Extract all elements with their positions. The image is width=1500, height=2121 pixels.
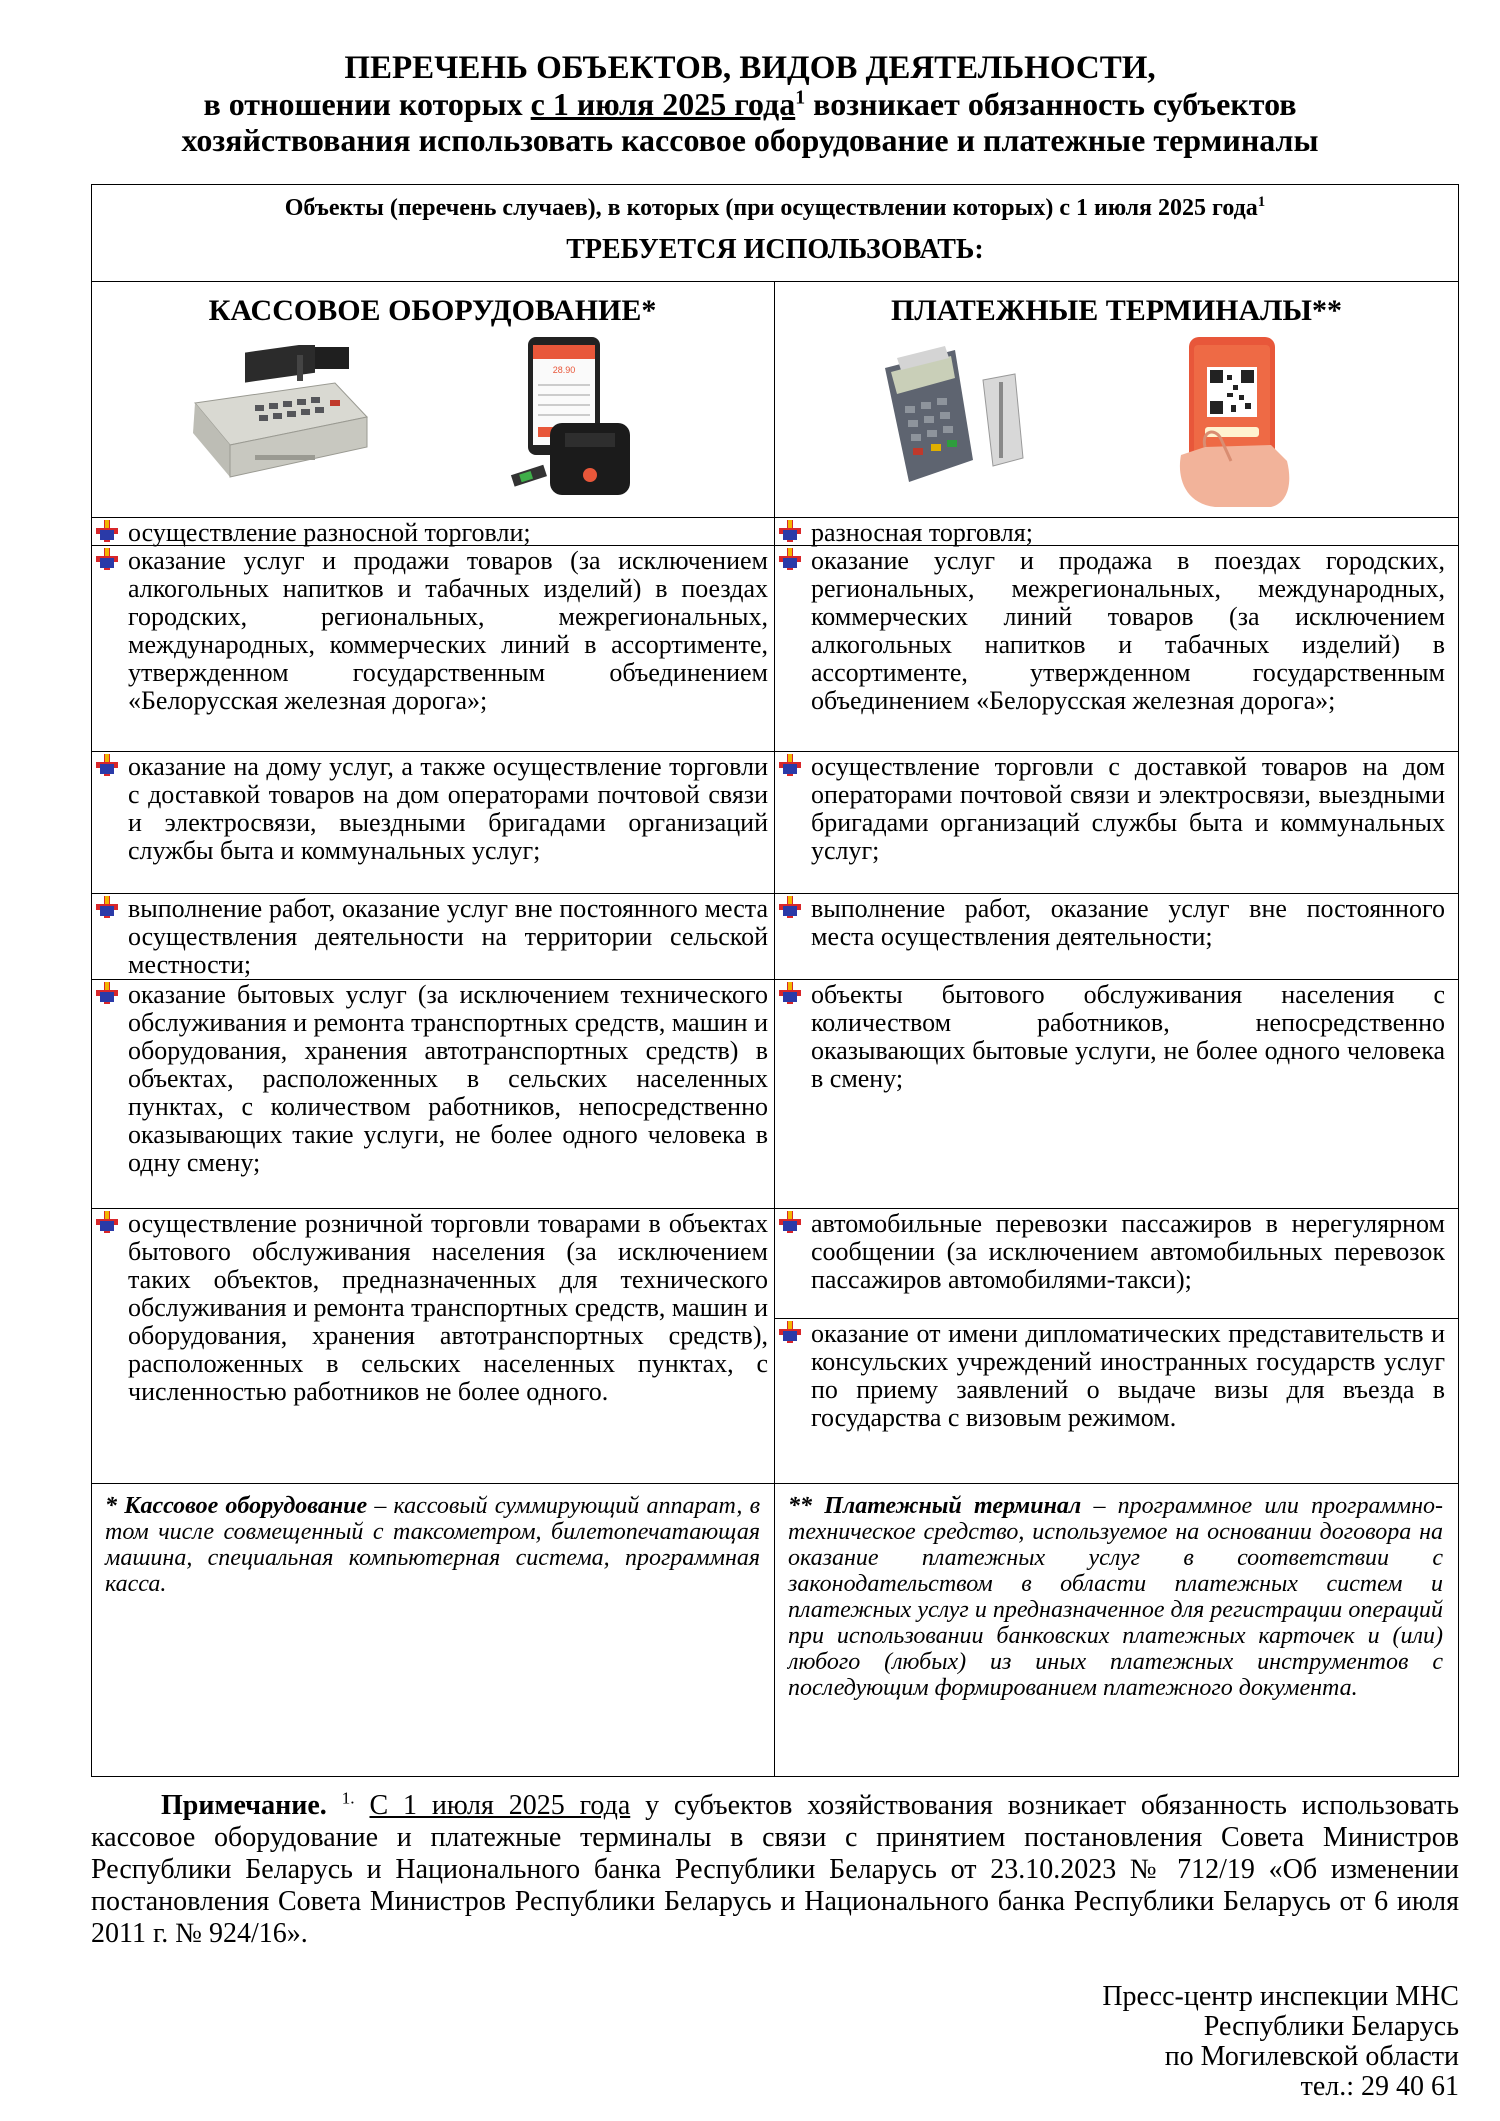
list-marker-icon — [96, 520, 118, 542]
right-item-text: разносная торговля; — [811, 518, 1033, 547]
signature-block — [1102, 1982, 1459, 2102]
cash-register-image — [185, 345, 375, 485]
footnote-text: – кассовый суммирующий аппарат, в том числе совмещенный с таксометром, билетопечатающая машина, специальная компьютерная система, программная касса. — [105, 1493, 760, 1597]
right-list-item — [774, 751, 1459, 865]
list-marker-icon — [779, 1321, 801, 1343]
signature-line: Республики Беларусь — [1203, 2011, 1459, 2042]
table-header-line-2: ТРЕБУЕТСЯ ИСПОЛЬЗОВАТЬ: — [566, 234, 984, 265]
list-marker-icon — [779, 1211, 801, 1233]
list-marker-icon — [96, 896, 118, 918]
footnote-term: ** Платежный терминал — [788, 1493, 1082, 1519]
right-list-item — [774, 1318, 1459, 1432]
title-line-1: ПЕРЕЧЕНЬ ОБЪЕКТОВ, ВИДОВ ДЕЯТЕЛЬНОСТИ, — [344, 50, 1156, 86]
document-title — [0, 50, 1500, 158]
remark-footnote-ref: 1. — [341, 1788, 355, 1808]
right-item-text: объекты бытового обслуживания населения с количеством работников, непосредственно оказывающих бытовые услуги, не более одного человека в смену; — [811, 980, 1445, 1093]
right-list-item — [774, 545, 1459, 715]
left-row-divider — [91, 1483, 774, 1484]
mobile-receipt-printer-image — [510, 335, 635, 500]
footnote-text: – программное или программно-техническое средство, используемое на основании договора на оказание платежных услуг в соответствии с законодательством в области платежных систем и платежных услуг и предназначенное для регистрации операций при использовании банковских платежных карточек и (или) любого (любых) из иных платежных инструментов с последующим формированием платежного документа. — [788, 1493, 1443, 1701]
table-header-footnote-ref: 1 — [1257, 194, 1266, 210]
right-list-item — [774, 979, 1459, 1093]
left-item-text: оказание на дому услуг, а также осуществление торговли с доставкой товаров на дом операторами почтовой связи и электросвязи, выездными бригадами организаций службы быта и коммунальных услуг; — [128, 752, 768, 865]
left-list-item — [91, 751, 774, 865]
remark-paragraph — [91, 1790, 1459, 1950]
list-marker-icon — [96, 548, 118, 570]
left-item-text: оказание услуг и продажи товаров (за исключением алкогольных напитков и табачных изделий) в поездах городских, региональных, межрегиональных, международных, коммерческих линий в ассортименте, утвержденном государственным объединением «Белорусская железная дорога»; — [128, 546, 768, 715]
left-list-item — [91, 893, 774, 979]
footnote-cash-equipment — [105, 1493, 760, 1597]
left-list-item — [91, 545, 774, 715]
signature-line: Пресс-центр инспекции МНС — [1102, 1981, 1459, 2012]
left-item-text: выполнение работ, оказание услуг вне постоянного места осуществления деятельности на территории сельской местности; — [128, 894, 768, 979]
column-title-cash-equipment: КАССОВОЕ ОБОРУДОВАНИЕ* — [208, 294, 657, 327]
qr-payment-phone-image — [1175, 335, 1295, 510]
title-line-3: хозяйствования использовать кассовое оборудование и платежные терминалы — [181, 122, 1319, 158]
left-item-text: оказание бытовых услуг (за исключением технического обслуживания и ремонта транспортных средств, машин и оборудования, хранения автотранспортных средств) в объектах, расположенных в сельских населенных пунктах, с количеством работников, непосредственно оказывающих такие услуги, не более одного человека в одну смену; — [128, 980, 768, 1177]
list-marker-icon — [779, 754, 801, 776]
remark-text: у субъектов хозяйствования возникает обязанность использовать кассовое оборудование и платежные терминалы в связи с принятием постановления Совета Министров Республики Беларусь и Национального банка Республики Беларусь от 23.10.2023 № 712/19 «Об изменении постановления Совета Министров Республики Беларусь и Национального банка Республики Беларусь от 6 июля 2011 г. № 924/16». — [91, 1790, 1460, 1949]
table-divider-header — [91, 281, 1459, 282]
list-marker-icon — [779, 520, 801, 542]
title-date: с 1 июля 2025 года — [530, 86, 796, 122]
footnote-term: * Кассовое оборудование — [105, 1493, 368, 1519]
left-list-item — [91, 517, 774, 547]
phone-screen-amount: 28.90 — [552, 365, 576, 375]
right-list-item — [774, 893, 1459, 951]
left-list-item — [91, 1208, 774, 1406]
title-line-2 — [0, 86, 1500, 122]
remark-date: С 1 июля 2025 года — [369, 1790, 631, 1821]
right-item-text: оказание услуг и продажа в поездах городских, региональных, межрегиональных, международных, коммерческих линий товаров (за исключением алкогольных напитков и табачных изделий) в ассортименте, утвержденном государственным объединением «Белорусская железная дорога»; — [811, 546, 1445, 715]
list-marker-icon — [779, 896, 801, 918]
right-list-item — [774, 517, 1459, 547]
title-footnote-ref: 1 — [795, 86, 806, 109]
table-header-line-1 — [91, 195, 1459, 222]
right-item-text: автомобильные перевозки пассажиров в нерегулярном сообщении (за исключением автомобильных перевозок пассажиров автомобилями-такси); — [811, 1209, 1445, 1294]
right-item-text: осуществление торговли с доставкой товаров на дом операторами почтовой связи и электросвязи, выездными бригадами организаций службы быта и коммунальных услуг; — [811, 752, 1445, 865]
column-title-payment-terminals: ПЛАТЕЖНЫЕ ТЕРМИНАЛЫ** — [891, 294, 1342, 327]
footnote-payment-terminal — [788, 1493, 1443, 1701]
right-row-divider — [774, 1483, 1459, 1484]
left-item-text: осуществление разносной торговли; — [128, 518, 531, 547]
left-item-text: осуществление розничной торговли товарами в объектах бытового обслуживания населения (за исключением таких объектов, предназначенных для технического обслуживания и ремонта транспортных средств, машин и оборудования, хранения автотранспортных средств), расположенных в сельских населенных пунктах, с численностью работников не более одного. — [128, 1209, 768, 1406]
list-marker-icon — [96, 1211, 118, 1233]
list-marker-icon — [96, 754, 118, 776]
right-list-item — [774, 1208, 1459, 1294]
table-header-text: Объекты (перечень случаев), в которых (при осуществлении которых) с 1 июля 2025 года — [284, 195, 1258, 221]
list-marker-icon — [779, 548, 801, 570]
title-line-2-start: в отношении которых — [203, 86, 531, 122]
title-line-2-end: возникает обязанность субъектов — [805, 86, 1297, 122]
right-item-text: оказание от имени дипломатических представительств и консульских учреждений иностранных государств услуг по приему заявлений о выдаче визы для въезда в государства с визовым режимом. — [811, 1319, 1445, 1432]
remark-label: Примечание. — [161, 1790, 327, 1821]
list-marker-icon — [779, 982, 801, 1004]
signature-line: по Могилевской области — [1164, 2041, 1459, 2072]
left-list-item — [91, 979, 774, 1177]
signature-phone: тел.: 29 40 61 — [1300, 2071, 1459, 2102]
right-item-text: выполнение работ, оказание услуг вне постоянного места осуществления деятельности; — [811, 894, 1445, 951]
list-marker-icon — [96, 982, 118, 1004]
payment-terminal-image — [875, 340, 1035, 490]
